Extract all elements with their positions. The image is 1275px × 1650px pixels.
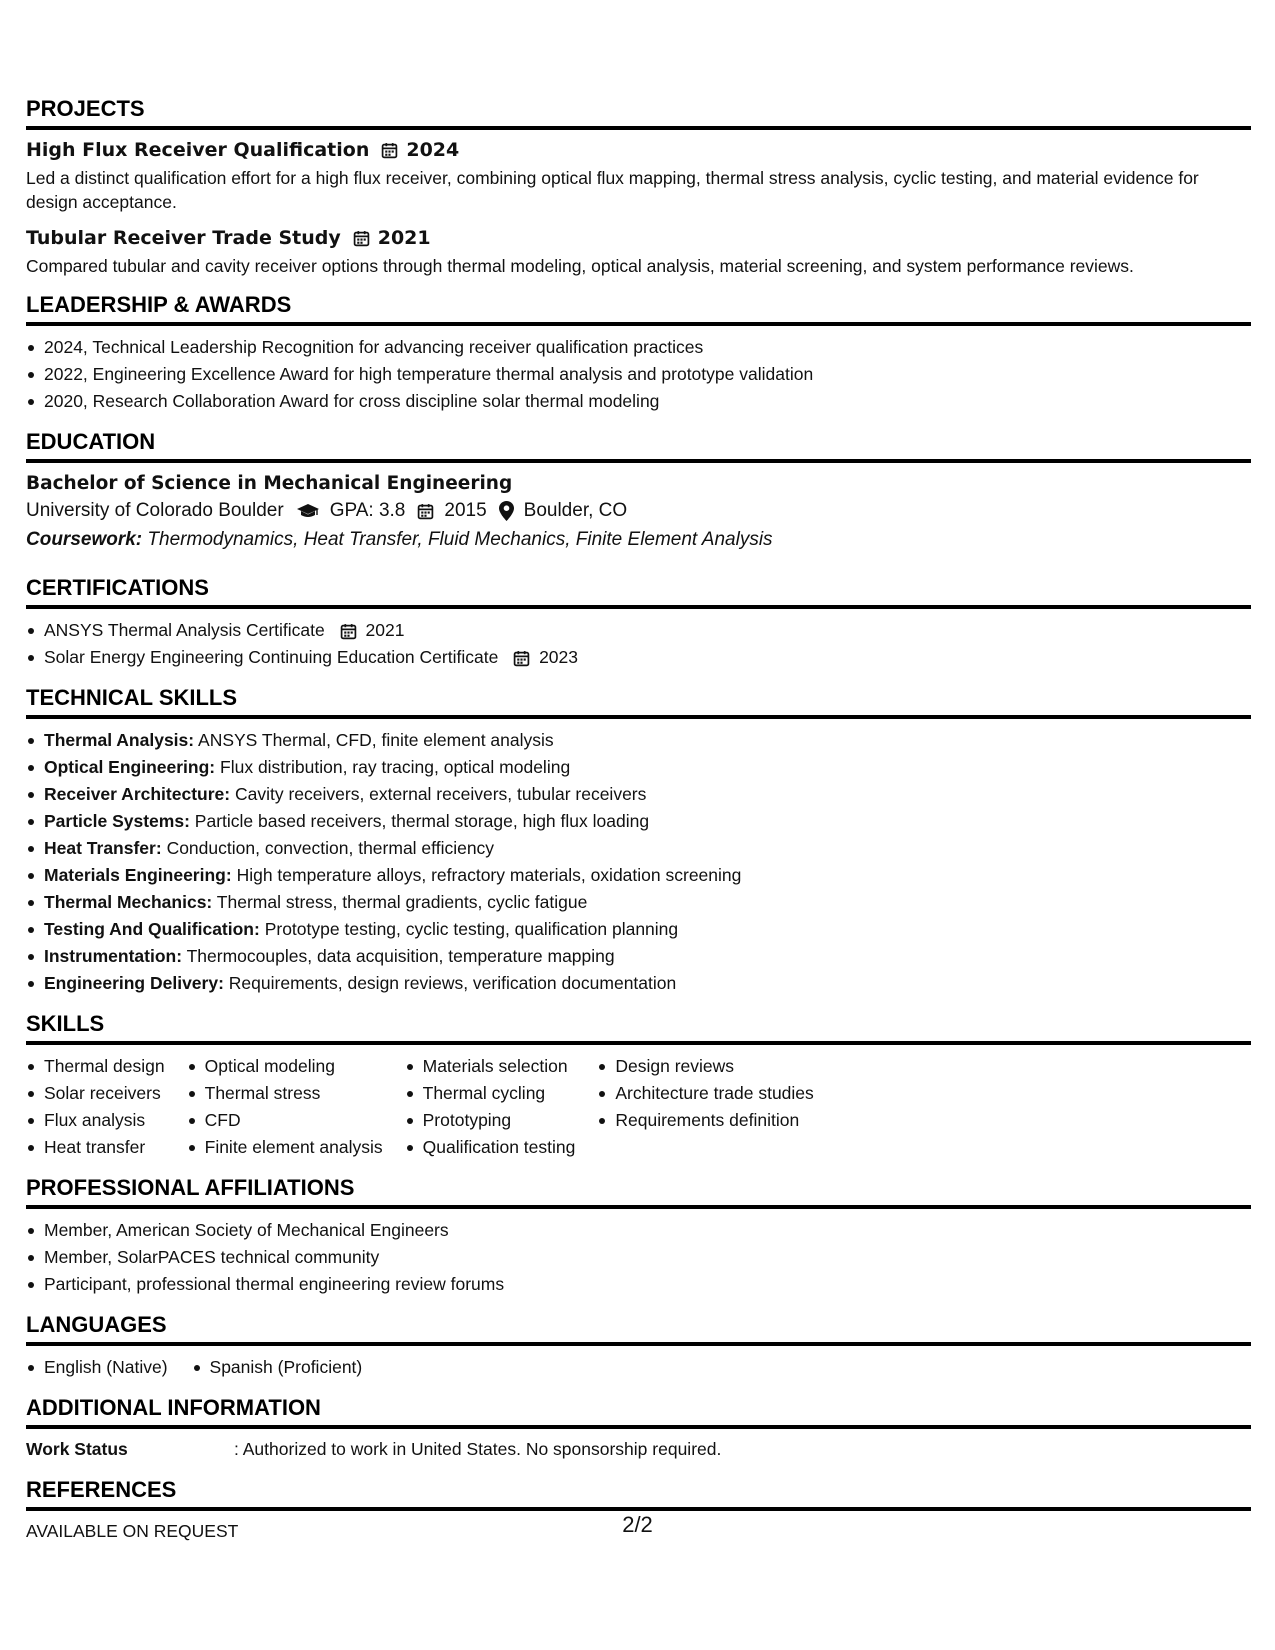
- skill-item: Thermal cycling: [423, 1080, 576, 1107]
- skills-section: [26, 1011, 1251, 1161]
- section-title: LEADERSHIP & AWARDS: [26, 292, 1251, 326]
- list-item: Member, American Society of Mechanical Engineers: [44, 1217, 1251, 1244]
- section-title: PROFESSIONAL AFFILIATIONS: [26, 1175, 1251, 1209]
- skills-column: [26, 1053, 165, 1161]
- skill-item: Flux analysis: [44, 1107, 165, 1134]
- technical-skills-list: [26, 727, 1251, 997]
- coursework: [26, 525, 1251, 555]
- calendar-icon: [353, 230, 370, 247]
- skill-item: Materials selection: [423, 1053, 576, 1080]
- technical-skills-section: [26, 685, 1251, 997]
- graduation-year: 2015: [444, 500, 487, 521]
- section-title: ADDITIONAL INFORMATION: [26, 1395, 1251, 1429]
- list-item: 2022, Engineering Excellence Award for high temperature thermal analysis and prototype validation: [44, 361, 1251, 388]
- technical-skill-label: Thermal Mechanics:: [44, 892, 213, 912]
- technical-skill-label: Particle Systems:: [44, 811, 190, 831]
- certification-year: 2021: [365, 620, 405, 640]
- technical-skill-label: Thermal Analysis:: [44, 730, 195, 750]
- skill-item: Requirements definition: [615, 1107, 813, 1134]
- technical-skill-text: High temperature alloys, refractory materials, oxidation screening: [236, 865, 742, 885]
- project-title-row: [26, 226, 1251, 250]
- technical-skill-label: Receiver Architecture:: [44, 784, 231, 804]
- technical-skill-item: [44, 916, 1251, 943]
- skill-item: Design reviews: [615, 1053, 813, 1080]
- school-location: Boulder, CO: [523, 500, 628, 521]
- coursework-list: Thermodynamics, Heat Transfer, Fluid Mechanics, Finite Element Analysis: [147, 529, 773, 550]
- list-item: [44, 617, 1251, 644]
- technical-skill-text: Prototype testing, cyclic testing, qualification planning: [264, 919, 679, 939]
- graduation-cap-icon: [296, 503, 320, 519]
- list-item: [44, 644, 1251, 671]
- project-description: Led a distinct qualification effort for a high flux receiver, combining optical flux mapping, thermal stress analysis, cyclic testing, and material evidence for design acceptance.: [26, 168, 1199, 212]
- technical-skill-text: Flux distribution, ray tracing, optical modeling: [220, 757, 571, 777]
- list-item: Participant, professional thermal engineering review forums: [44, 1271, 1251, 1298]
- skill-item: Thermal design: [44, 1053, 165, 1080]
- education-meta: [26, 497, 1251, 525]
- skills-grid: [26, 1053, 1251, 1161]
- technical-skill-text: ANSYS Thermal, CFD, finite element analysis: [198, 730, 554, 750]
- calendar-icon: [381, 142, 398, 159]
- technical-skill-text: Thermal stress, thermal gradients, cyclic fatigue: [216, 892, 588, 912]
- project-name: High Flux Receiver Qualification: [26, 139, 370, 161]
- affiliations-list: [26, 1217, 1251, 1298]
- section-title: LANGUAGES: [26, 1312, 1251, 1346]
- education-section: [26, 429, 1251, 555]
- language-item: Spanish (Proficient): [210, 1354, 363, 1381]
- certification-name: Solar Energy Engineering Continuing Education Certificate: [44, 647, 499, 667]
- certifications-list: [26, 617, 1251, 671]
- certification-name: ANSYS Thermal Analysis Certificate: [44, 620, 325, 640]
- technical-skill-item: [44, 727, 1251, 754]
- technical-skill-text: Conduction, convection, thermal efficiency: [166, 838, 495, 858]
- skill-item: Finite element analysis: [205, 1134, 383, 1161]
- skills-column: [405, 1053, 576, 1161]
- languages-section: [26, 1312, 1251, 1381]
- skill-item: Qualification testing: [423, 1134, 576, 1161]
- technical-skill-label: Testing And Qualification:: [44, 919, 260, 939]
- technical-skill-text: Requirements, design reviews, verification documentation: [228, 973, 677, 993]
- technical-skill-item: [44, 970, 1251, 997]
- resume-page: [26, 96, 1251, 1543]
- technical-skill-label: Heat Transfer:: [44, 838, 162, 858]
- section-title: REFERENCES: [26, 1477, 1251, 1511]
- skill-item: Heat transfer: [44, 1134, 165, 1161]
- project-year: 2021: [377, 227, 431, 249]
- affiliations-section: [26, 1175, 1251, 1298]
- leadership-section: [26, 292, 1251, 415]
- technical-skill-item: [44, 808, 1251, 835]
- section-title: PROJECTS: [26, 96, 1251, 130]
- work-status-value: : Authorized to work in United States. No sponsorship required.: [234, 1439, 722, 1459]
- technical-skill-text: Particle based receivers, thermal storage, high flux loading: [194, 811, 650, 831]
- school-name: University of Colorado Boulder: [26, 500, 284, 521]
- project-description: Compared tubular and cavity receiver options through thermal modeling, optical analysis, material screening, and system performance reviews.: [26, 256, 1134, 276]
- technical-skill-text: Thermocouples, data acquisition, temperature mapping: [186, 946, 615, 966]
- project-name: Tubular Receiver Trade Study: [26, 227, 341, 249]
- projects-section: [26, 96, 1251, 278]
- list-item: Member, SolarPACES technical community: [44, 1244, 1251, 1271]
- coursework-label: Coursework:: [26, 529, 143, 550]
- list-item: 2020, Research Collaboration Award for cross discipline solar thermal modeling: [44, 388, 1251, 415]
- language-item: English (Native): [44, 1354, 168, 1381]
- skill-item: Prototyping: [423, 1107, 576, 1134]
- technical-skill-label: Instrumentation:: [44, 946, 183, 966]
- technical-skill-item: [44, 889, 1251, 916]
- technical-skill-label: Materials Engineering:: [44, 865, 232, 885]
- additional-info-section: [26, 1395, 1251, 1461]
- page-number: 2/2: [622, 1512, 653, 1537]
- section-title: EDUCATION: [26, 429, 1251, 463]
- section-title: SKILLS: [26, 1011, 1251, 1045]
- skill-item: CFD: [205, 1107, 383, 1134]
- technical-skill-text: Cavity receivers, external receivers, tubular receivers: [234, 784, 647, 804]
- calendar-icon: [513, 650, 530, 667]
- technical-skill-item: [44, 781, 1251, 808]
- section-title: CERTIFICATIONS: [26, 575, 1251, 609]
- project-year: 2024: [406, 139, 460, 161]
- gpa: GPA: 3.8: [329, 500, 406, 521]
- skills-column: [187, 1053, 383, 1161]
- degree-title: Bachelor of Science in Mechanical Engineering: [26, 473, 513, 494]
- technical-skill-item: [44, 754, 1251, 781]
- skill-item: Thermal stress: [205, 1080, 383, 1107]
- skill-item: Solar receivers: [44, 1080, 165, 1107]
- references-text: AVAILABLE ON REQUEST: [26, 1521, 239, 1541]
- certifications-section: [26, 575, 1251, 671]
- skills-column: [597, 1053, 813, 1161]
- skill-item: Architecture trade studies: [615, 1080, 813, 1107]
- technical-skill-item: [44, 835, 1251, 862]
- technical-skill-item: [44, 862, 1251, 889]
- technical-skill-item: [44, 943, 1251, 970]
- languages-row: [26, 1354, 1251, 1381]
- work-status-row: [26, 1437, 1251, 1461]
- certification-year: 2023: [539, 647, 578, 667]
- technical-skill-label: Optical Engineering:: [44, 757, 216, 777]
- calendar-icon: [340, 623, 357, 640]
- work-status-label: Work Status: [26, 1439, 128, 1459]
- list-item: 2024, Technical Leadership Recognition for advancing receiver qualification practices: [44, 334, 1251, 361]
- technical-skill-label: Engineering Delivery:: [44, 973, 224, 993]
- skill-item: Optical modeling: [205, 1053, 383, 1080]
- project-title-row: [26, 138, 1251, 162]
- section-title: TECHNICAL SKILLS: [26, 685, 1251, 719]
- calendar-icon: [417, 503, 434, 520]
- awards-list: [26, 334, 1251, 415]
- location-pin-icon: [499, 501, 514, 521]
